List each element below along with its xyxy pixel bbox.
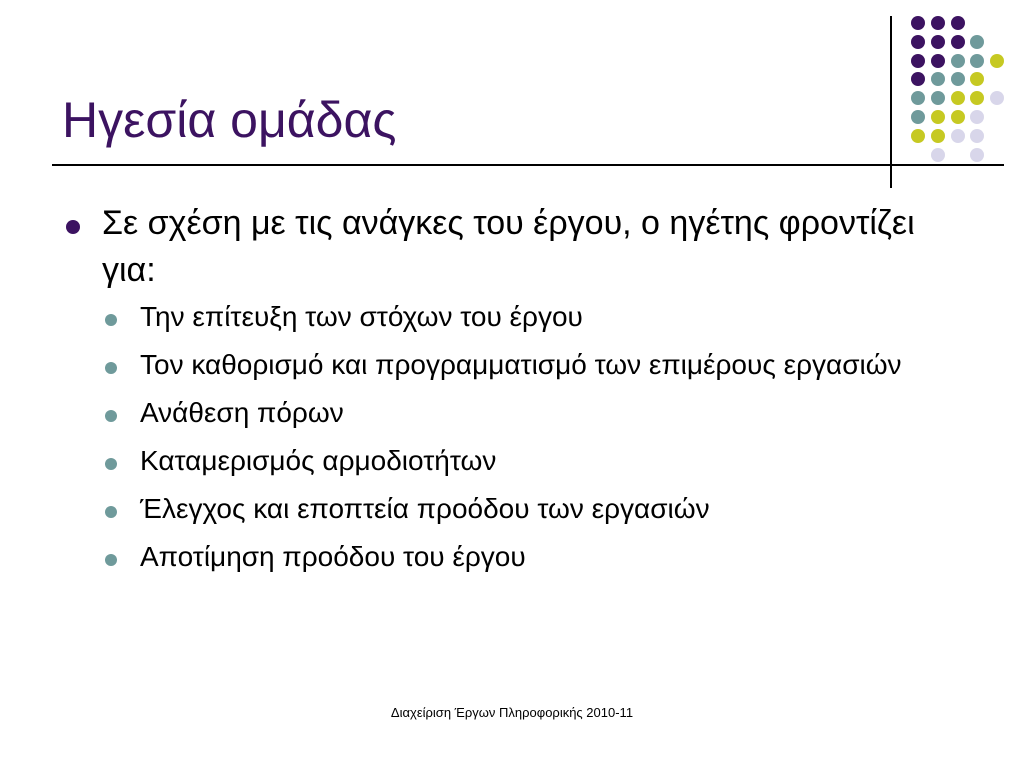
dot-purple xyxy=(911,16,925,30)
dot-yellow xyxy=(931,110,945,124)
dot-lavender xyxy=(990,91,1004,105)
dot-yellow xyxy=(951,110,965,124)
dot-teal xyxy=(931,91,945,105)
bullet-level2 xyxy=(60,537,960,577)
dot-purple xyxy=(911,35,925,49)
bullet-level2 xyxy=(60,345,960,385)
dot-yellow xyxy=(970,72,984,86)
dot-lavender xyxy=(931,148,945,162)
dot-purple xyxy=(931,35,945,49)
bullet-text: Σε σχέση με τις ανάγκες του έργου, ο ηγέτης φροντίζει για: xyxy=(102,204,915,289)
bullet-level2 xyxy=(60,393,960,433)
dot-purple xyxy=(911,54,925,68)
bullet-dot-icon xyxy=(105,506,117,518)
dot-purple xyxy=(951,35,965,49)
dot-teal xyxy=(931,72,945,86)
dot-yellow xyxy=(951,91,965,105)
bullet-text: Την επίτευξη των στόχων του έργου xyxy=(140,301,583,332)
dot-teal xyxy=(970,35,984,49)
dot-lavender xyxy=(951,129,965,143)
bullet-level1 xyxy=(60,200,960,294)
slide-title: Ηγεσία ομάδας xyxy=(62,92,397,148)
bullet-dot-icon xyxy=(105,362,117,374)
bullet-level2 xyxy=(60,297,960,337)
dot-lavender xyxy=(970,129,984,143)
bullet-text: Τον καθορισμό και προγραμματισμό των επιμέρους εργασιών xyxy=(140,349,902,380)
bullet-text: Έλεγχος και εποπτεία προόδου των εργασιών xyxy=(140,493,710,524)
dot-purple xyxy=(911,72,925,86)
dot-teal xyxy=(911,91,925,105)
dot-teal xyxy=(951,72,965,86)
dot-teal xyxy=(970,54,984,68)
dot-yellow xyxy=(970,91,984,105)
bullet-dot-icon xyxy=(66,220,80,234)
bullet-dot-icon xyxy=(105,410,117,422)
dot-yellow xyxy=(990,54,1004,68)
slide-body xyxy=(60,200,960,585)
dot-lavender xyxy=(970,110,984,124)
dot-teal xyxy=(911,110,925,124)
dot-purple xyxy=(931,16,945,30)
bullet-text: Καταμερισμός αρμοδιοτήτων xyxy=(140,445,497,476)
bullet-dot-icon xyxy=(105,554,117,566)
dot-teal xyxy=(951,54,965,68)
bullet-text: Αποτίμηση προόδου του έργου xyxy=(140,541,526,572)
dot-yellow xyxy=(931,129,945,143)
bullet-dot-icon xyxy=(105,458,117,470)
bullet-level2 xyxy=(60,441,960,481)
slide-footer: Διαχείριση Έργων Πληροφορικής 2010-11 xyxy=(390,705,634,720)
bullet-level2 xyxy=(60,489,960,529)
dot-yellow xyxy=(911,129,925,143)
vertical-divider xyxy=(890,16,892,188)
dot-purple xyxy=(951,16,965,30)
title-divider xyxy=(52,164,1004,166)
dot-lavender xyxy=(970,148,984,162)
bullet-text: Ανάθεση πόρων xyxy=(140,397,344,428)
bullet-dot-icon xyxy=(105,314,117,326)
dot-purple xyxy=(931,54,945,68)
